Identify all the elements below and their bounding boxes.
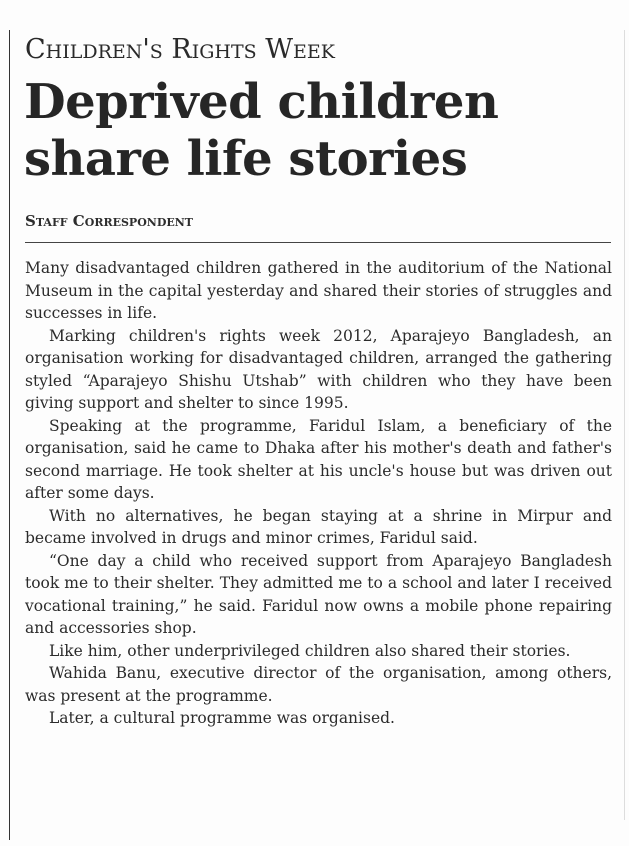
article-paragraph: “One day a child who received support from Aparajeyo Bangladesh took me to their shelter. They admitted me to a school and later I received vocational training,” he said. Faridul now owns a mobile phone repairing and accessories shop. xyxy=(25,551,612,637)
article-paragraph: Marking children's rights week 2012, Aparajeyo Bangladesh, an organisation working for disadvantaged children, arranged the gathering styled “Aparajeyo Shishu Utshab” with children who they have been giving support and shelter to since 1995. xyxy=(25,326,612,412)
article-paragraph: Later, a cultural programme was organised. xyxy=(49,709,395,727)
article-body xyxy=(25,257,612,730)
article-paragraph: With no alternatives, he began staying at a shrine in Mirpur and became involved in drugs and minor crimes, Faridul said. xyxy=(25,506,612,547)
byline-divider xyxy=(25,242,611,243)
right-column-rule xyxy=(624,30,625,820)
article-paragraph: Speaking at the programme, Faridul Islam, a beneficiary of the organisation, said he came to Dhaka after his mother's death and father's second marriage. He took shelter at his uncle's house but was driven out after some days. xyxy=(25,416,612,502)
article-kicker: Children's Rights Week xyxy=(25,34,335,65)
article-paragraph: Wahida Banu, executive director of the organisation, among others, was present at the programme. xyxy=(25,664,612,705)
left-column-rule xyxy=(9,30,10,840)
article-paragraph: Many disadvantaged children gathered in the auditorium of the National Museum in the capital yesterday and shared their stories of struggles and successes in life. xyxy=(25,259,612,322)
article-headline: Deprived children share life stories xyxy=(24,74,499,187)
article-paragraph: Like him, other underprivileged children also shared their stories. xyxy=(49,641,571,660)
article-byline: Staff Correspondent xyxy=(25,212,193,230)
